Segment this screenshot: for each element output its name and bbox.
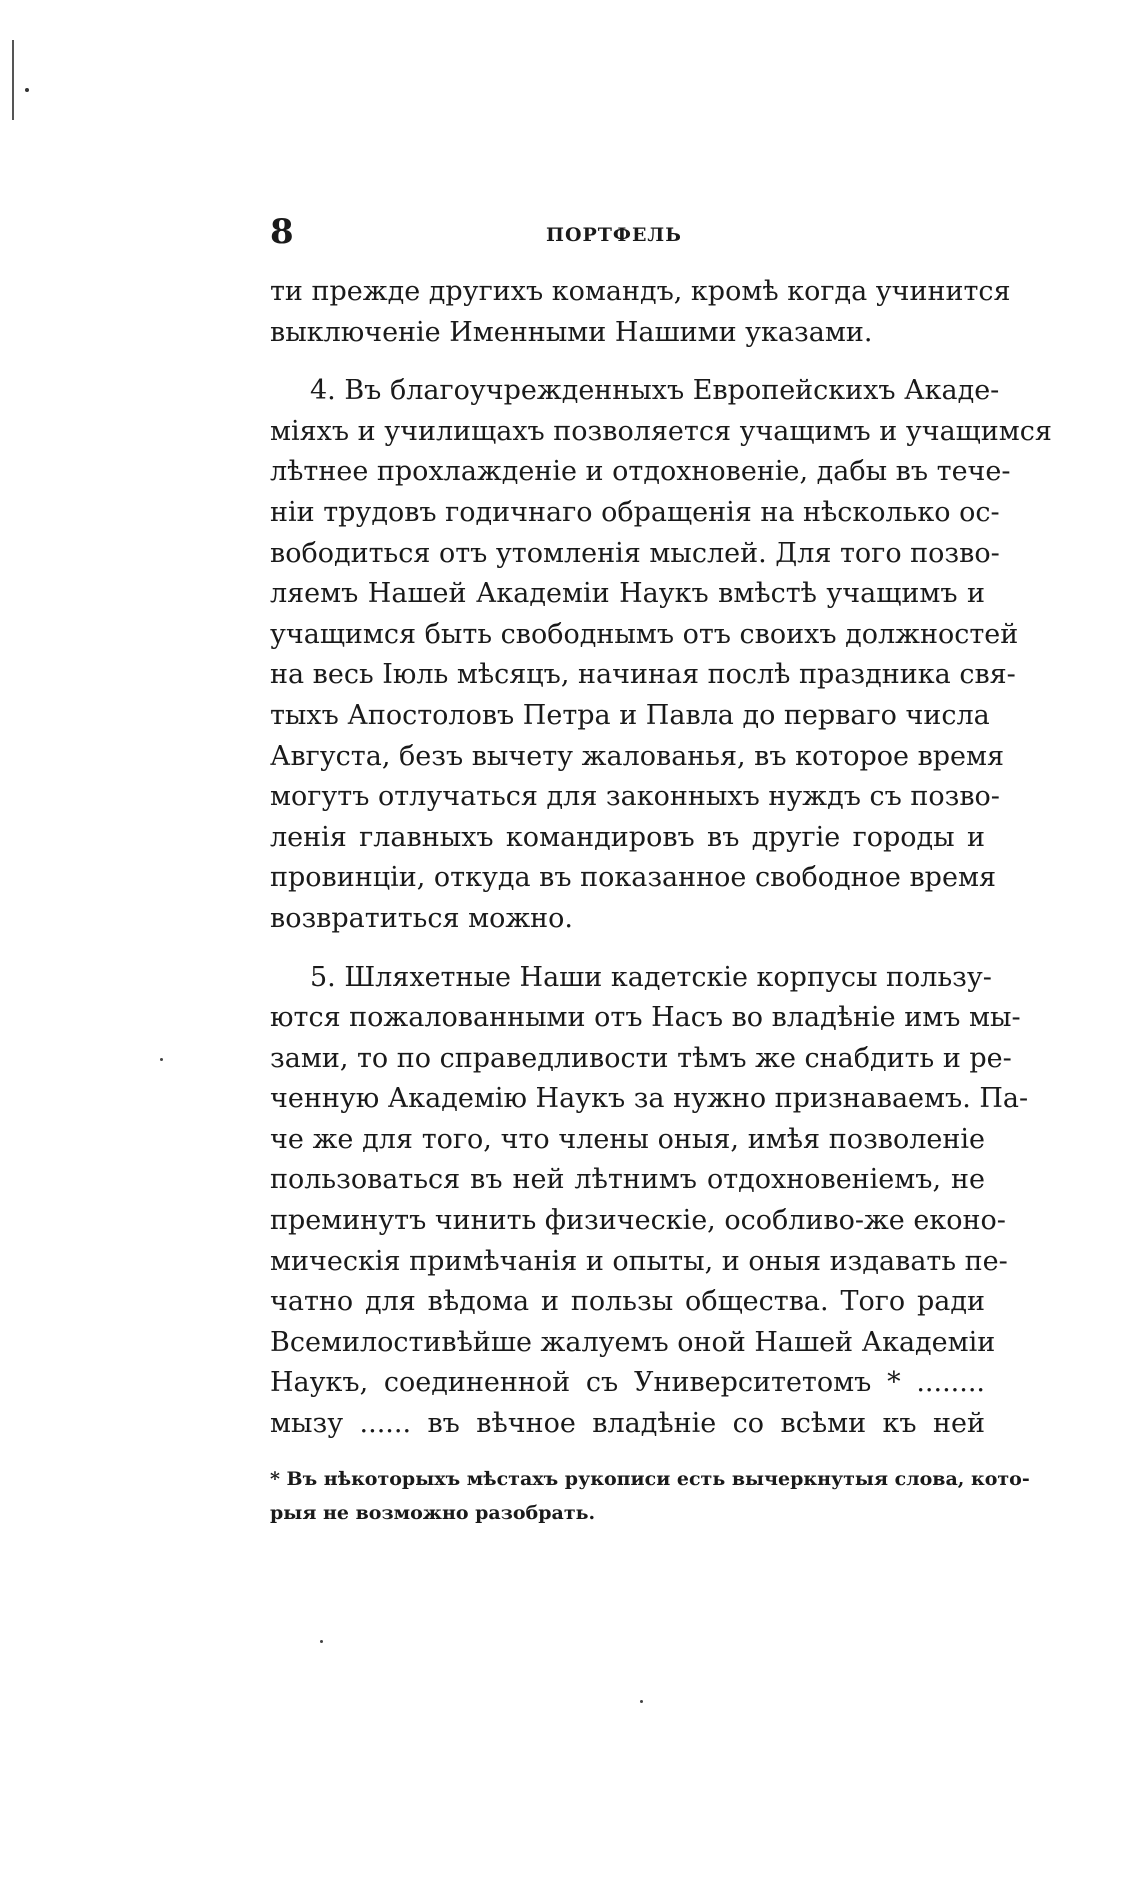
text-line: могутъ отлучаться для законныхъ нуждъ съ позво- xyxy=(270,781,1000,813)
scan-speck xyxy=(320,1640,323,1643)
text-line: 5. Шляхетные Наши кадетскіе корпусы пользу- xyxy=(310,961,992,993)
text-line: тыхъ Апостоловъ Петра и Павла до перваго числа xyxy=(270,699,990,731)
scan-margin-mark xyxy=(12,40,14,120)
paragraph-5 xyxy=(270,958,1029,1445)
text-line: провинціи, откуда въ показанное свободное время xyxy=(270,862,996,894)
running-title: ПОРТФЕЛЬ xyxy=(546,224,682,246)
text-line: мызу ...... въ вѣчное владѣніе со всѣми къ ней xyxy=(270,1408,985,1440)
text-line: ленія главныхъ командировъ въ другіе городы и xyxy=(270,821,985,853)
footnote xyxy=(270,1462,1030,1530)
body-text xyxy=(270,272,1052,1445)
footnote-line: рыя не возможно разобрать. xyxy=(270,1502,596,1524)
text-line: ются пожалованными отъ Насъ во владѣніе имъ мы- xyxy=(270,1002,1021,1034)
text-line: ляемъ Нашей Академіи Наукъ вмѣстѣ учащимъ и xyxy=(270,578,985,610)
text-line: Августа, безъ вычету жалованья, въ которое время xyxy=(270,740,1005,772)
text-line: учащимся быть свободнымъ отъ своихъ должностей xyxy=(270,618,1019,650)
text-line: вободиться отъ утомленія мыслей. Для того позво- xyxy=(270,537,1000,569)
text-line: на весь Іюль мѣсяцъ, начиная послѣ праздника свя- xyxy=(270,659,1016,691)
text-line: выключеніе Именными Нашими указами. xyxy=(270,316,873,348)
paragraph-continuation xyxy=(270,272,1011,353)
page-number: 8 xyxy=(270,212,294,252)
text-line: мическія примѣчанія и опыты, и оныя издавать пе- xyxy=(270,1245,1008,1277)
text-line: че же для того, что члены оныя, имѣя позволеніе xyxy=(270,1123,985,1155)
text-line: возвратиться можно. xyxy=(270,902,573,934)
footnote-line: * Въ нѣкоторыхъ мѣстахъ рукописи есть вычеркнутыя слова, кото- xyxy=(270,1468,1030,1490)
text-line: ти прежде другихъ командъ, кромѣ когда учинится xyxy=(270,276,1011,307)
page-header xyxy=(270,212,985,252)
text-line: лѣтнее прохлажденіе и отдохновеніе, дабы въ тече- xyxy=(270,456,1011,488)
paragraph-4 xyxy=(270,371,1052,939)
text-line: чатно для вѣдома и пользы общества. Того ради xyxy=(270,1286,985,1318)
text-line: ніи трудовъ годичнаго обращенія на нѣсколько ос- xyxy=(270,496,1000,528)
scan-speck xyxy=(160,1058,163,1061)
text-line: міяхъ и училищахъ позволяется учащимъ и учащимся xyxy=(270,415,1052,447)
text-line: Всемилостивѣйше жалуемъ оной Нашей Академіи xyxy=(270,1326,996,1358)
scan-speck xyxy=(25,88,29,92)
text-line: Наукъ, соединенной съ Университетомъ * ........ xyxy=(270,1367,985,1399)
scan-speck xyxy=(640,1700,643,1703)
text-line: 4. Въ благоучрежденныхъ Европейскихъ Акаде- xyxy=(310,375,1000,407)
text-line: ченную Академію Наукъ за нужно признаваемъ. Па- xyxy=(270,1083,1029,1115)
text-line: пользоваться въ ней лѣтнимъ отдохновеніемъ, не xyxy=(270,1164,985,1196)
text-line: зами, то по справедливости тѣмъ же снабдить и ре- xyxy=(270,1042,1012,1074)
text-line: преминутъ чинить физическіе, особливо-же еконо- xyxy=(270,1205,1006,1237)
